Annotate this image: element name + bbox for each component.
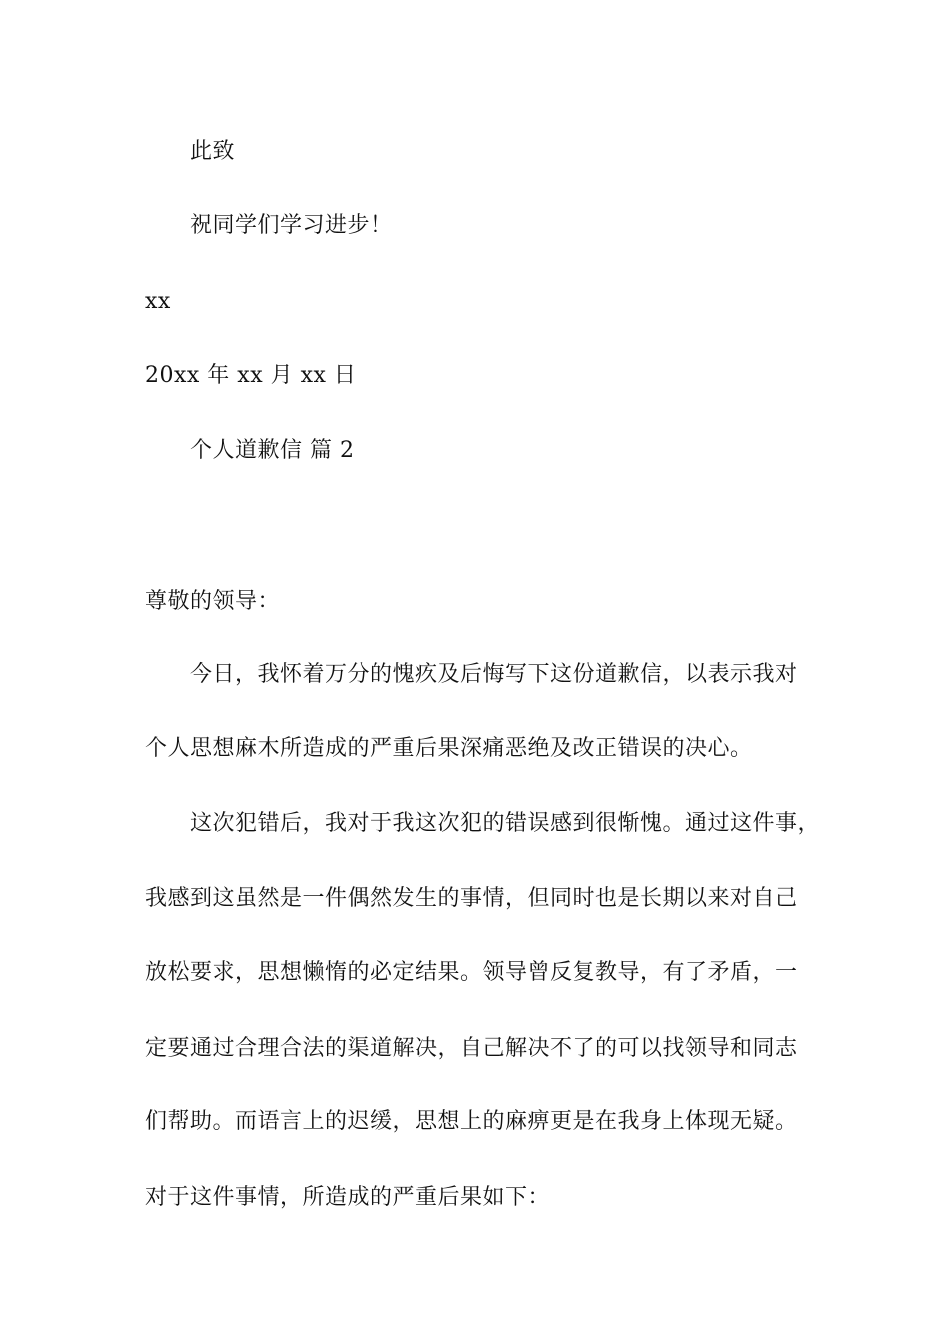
paragraph-line: 放松要求，思想懒惰的必定结果。领导曾反复教导，有了矛盾，一: [145, 960, 798, 985]
paragraph-line: 我感到这虽然是一件偶然发生的事情，但同时也是长期以来对自己: [145, 886, 798, 911]
closing-wish: 祝同学们学习进步！: [190, 213, 393, 238]
signature-date: 20xx 年 xx 月 xx 日: [145, 363, 357, 388]
signature-name: xx: [145, 289, 171, 314]
paragraph-line: 们帮助。而语言上的迟缓，思想上的麻痹更是在我身上体现无疑。: [145, 1109, 798, 1134]
section-heading: 个人道歉信 篇 2: [190, 438, 355, 463]
paragraph-line: 对于这件事情，所造成的严重后果如下：: [145, 1185, 551, 1210]
paragraph-line: 个人思想麻木所造成的严重后果深痛恶绝及改正错误的决心。: [145, 736, 753, 761]
paragraph-line: 这次犯错后，我对于我这次犯的错误感到很惭愧。通过这件事，: [190, 811, 821, 836]
paragraph-line: 定要通过合理合法的渠道解决，自己解决不了的可以找领导和同志: [145, 1036, 798, 1061]
closing-salutation: 此致: [190, 139, 236, 164]
letter-greeting: 尊敬的领导：: [145, 589, 281, 614]
paragraph-line: 今日，我怀着万分的愧疚及后悔写下这份道歉信，以表示我对: [190, 662, 798, 687]
